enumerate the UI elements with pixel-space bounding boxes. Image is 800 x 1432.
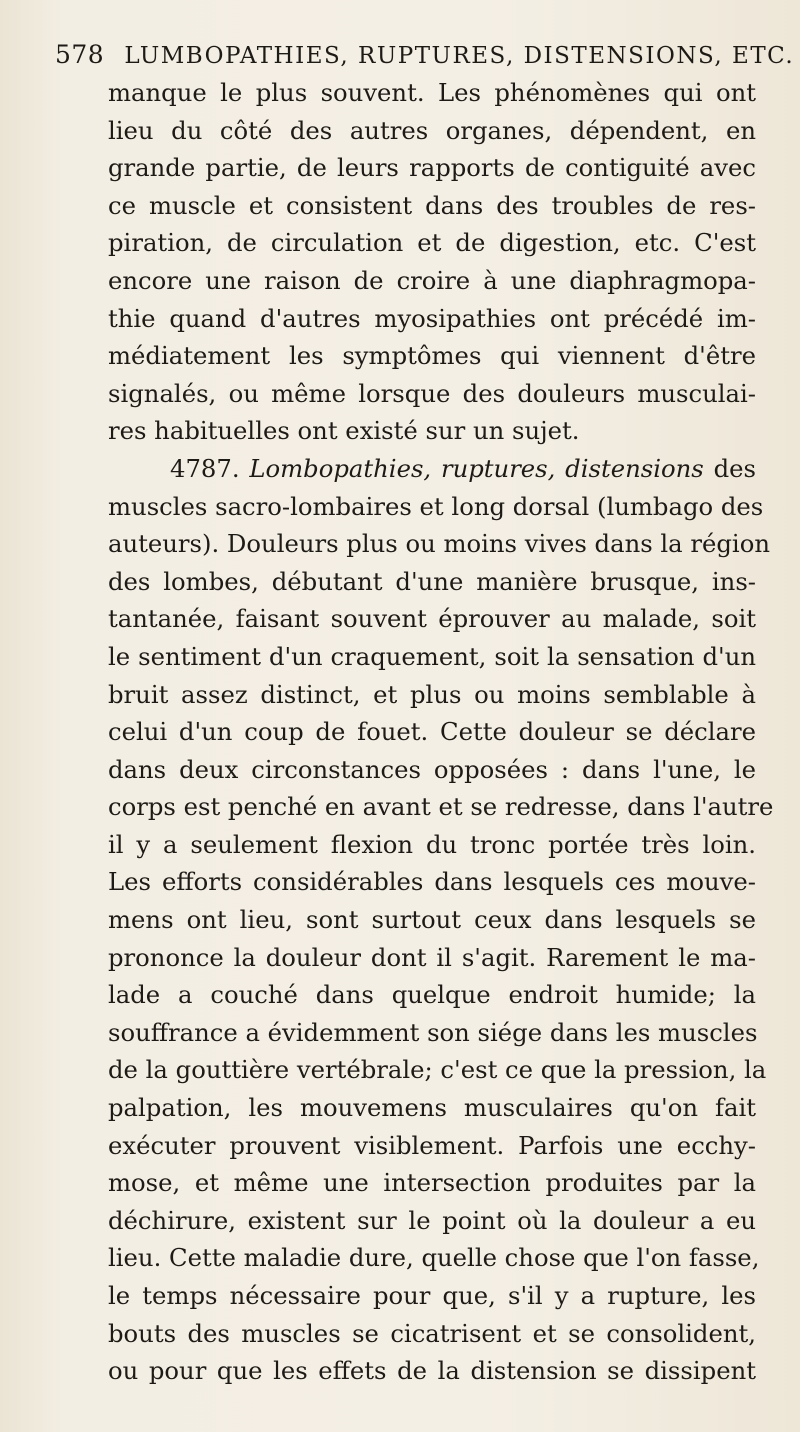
text-line: encore une raison de croire à une diaphragmopa- bbox=[108, 265, 756, 295]
text-line: ce muscle et consistent dans des troubles de res- bbox=[108, 190, 756, 220]
text-line: souffrance a évidemment son siége dans les muscles bbox=[108, 1017, 758, 1047]
text-line: grande partie, de leurs rapports de contiguité avec bbox=[108, 153, 756, 183]
text-line: mose, et même une intersection produites par la bbox=[108, 1168, 756, 1198]
text-line: lade a couché dans quelque endroit humide; la bbox=[108, 980, 756, 1010]
text-line: manque le plus souvent. Les phénomènes qui ont bbox=[108, 78, 756, 107]
text-line: ou pour que les effets de la distension se dissipent bbox=[108, 1356, 756, 1386]
running-title: LUMBOPATHIES, RUPTURES, DISTENSIONS, ETC. bbox=[124, 43, 795, 69]
text-line: thie quand d'autres myosipathies ont précédé im- bbox=[108, 303, 756, 333]
text-fragment: des bbox=[713, 453, 756, 483]
text-line: lieu du côté des autres organes, dépendent, en bbox=[108, 115, 756, 145]
text-line: celui d'un coup de fouet. Cette douleur se déclare bbox=[108, 717, 756, 747]
paragraph-2 bbox=[108, 450, 774, 1390]
text-line: le sentiment d'un craquement, soit la sensation d'un bbox=[108, 641, 756, 671]
text-line: médiatement les symptômes qui viennent d'être bbox=[108, 341, 756, 371]
page-number: 578 bbox=[55, 40, 105, 69]
text-line: tantanée, faisant souvent éprouver au malade, soit bbox=[108, 604, 756, 634]
text-line: prononce la douleur dont il s'agit. Rarement le ma- bbox=[108, 942, 756, 972]
text-line: dans deux circonstances opposées : dans l'une, le bbox=[108, 754, 756, 784]
text-line: palpation, les mouvemens musculaires qu'on fait bbox=[108, 1093, 756, 1123]
text-line: déchirure, existent sur le point où la douleur a eu bbox=[108, 1205, 756, 1235]
text-line: mens ont lieu, sont surtout ceux dans lesquels se bbox=[108, 905, 756, 935]
page-body bbox=[108, 74, 774, 1390]
text-line: corps est penché en avant et se redresse, dans l'autre bbox=[108, 792, 774, 822]
paragraph-2-opening-line bbox=[108, 450, 756, 488]
page-header bbox=[55, 40, 795, 69]
text-line: signalés, ou même lorsque des douleurs musculai- bbox=[108, 378, 756, 408]
text-line: lieu. Cette maladie dure, quelle chose que l'on fasse, bbox=[108, 1243, 760, 1273]
section-title: Lombopathies, ruptures, distensions bbox=[249, 453, 704, 483]
text-line: il y a seulement flexion du tronc portée très loin. bbox=[108, 829, 756, 859]
text-line: Les efforts considérables dans lesquels ces mouve- bbox=[108, 867, 756, 897]
section-number: 4787. bbox=[170, 453, 240, 483]
paragraph-1 bbox=[108, 74, 756, 450]
text-line: res habituelles ont existé sur un sujet. bbox=[108, 416, 580, 446]
text-line: bouts des muscles se cicatrisent et se consolident, bbox=[108, 1318, 756, 1348]
text-line: des lombes, débutant d'une manière brusque, ins- bbox=[108, 566, 756, 596]
text-line: piration, de circulation et de digestion, etc. C'est bbox=[108, 228, 756, 258]
text-line: le temps nécessaire pour que, s'il y a rupture, les bbox=[108, 1281, 756, 1310]
text-line: auteurs). Douleurs plus ou moins vives dans la région bbox=[108, 529, 770, 559]
text-line: bruit assez distinct, et plus ou moins semblable à bbox=[108, 679, 756, 709]
text-line: muscles sacro-lombaires et long dorsal (lumbago des bbox=[108, 491, 764, 521]
text-line: de la gouttière vertébrale; c'est ce que la pression, la bbox=[108, 1055, 767, 1085]
text-line: exécuter prouvent visiblement. Parfois une ecchy- bbox=[108, 1130, 756, 1160]
